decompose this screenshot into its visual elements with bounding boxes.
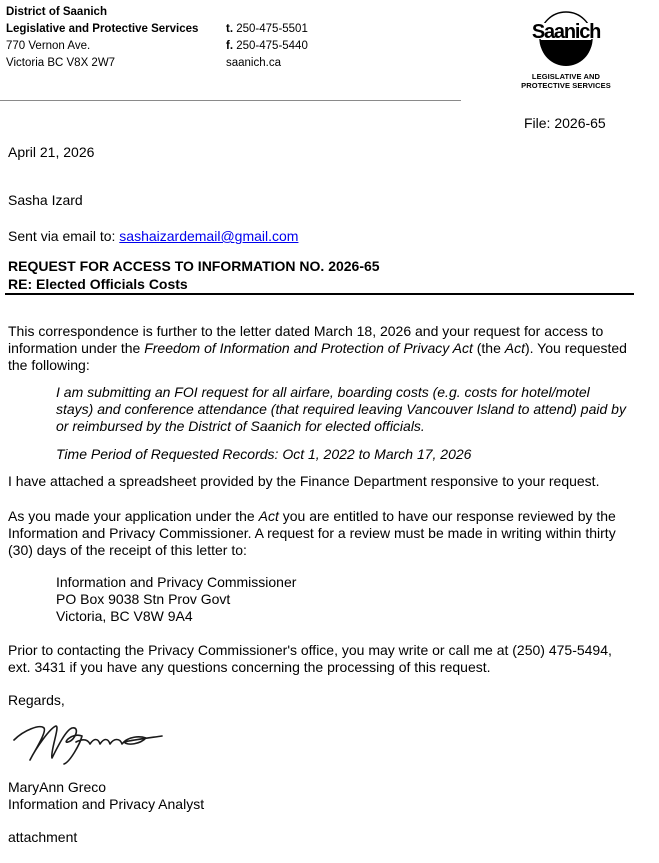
salutation: Regards,: [8, 692, 65, 708]
fax-number: 250-475-5440: [236, 40, 308, 52]
letterhead-contact-block: [226, 21, 308, 72]
phone-number: 250-475-5501: [236, 23, 308, 35]
letterhead-address-block: [6, 4, 198, 72]
saanich-logo-icon: [516, 10, 616, 70]
address-line-2: Victoria BC V8X 2W7: [6, 57, 116, 69]
website: saanich.ca: [226, 57, 281, 69]
address-line-1: 770 Vernon Ave.: [6, 40, 91, 52]
department-name: Legislative and Protective Services: [6, 23, 199, 35]
org-name: District of Saanich: [6, 6, 107, 18]
paragraph-intro: This correspondence is further to the letter dated March 18, 2026 and your request for access to information under the Freedom of Information and Protection of Privacy Act (the Act). You requested the following:: [8, 323, 627, 373]
letter-date: April 21, 2026: [8, 144, 95, 160]
act-title: Freedom of Information and Protection of Privacy Act: [144, 340, 473, 356]
request-time-period: Time Period of Requested Records: Oct 1, 2022 to March 17, 2026: [56, 446, 472, 462]
sent-via-label: Sent via email to:: [8, 228, 120, 244]
subject-line-1: REQUEST FOR ACCESS TO INFORMATION NO. 2026-65: [8, 258, 380, 274]
subject-line-2: RE: Elected Officials Costs: [8, 276, 188, 292]
svg-text:Saanich: Saanich: [531, 21, 601, 43]
phone-label: t.: [226, 23, 234, 35]
paragraph-review-rights: As you made your application under the Act you are entitled to have our response reviewed by the Information and Privacy Commissioner. A request for a review must be made in writing within thirty (30) days of the receipt of this letter to:: [8, 508, 616, 558]
saanich-logo: [516, 10, 616, 95]
commissioner-address: Information and Privacy Commissioner PO Box 9038 Stn Prov Govt Victoria, BC V8W 9A4: [56, 574, 297, 624]
paragraph-attachment: I have attached a spreadsheet provided by the Finance Department responsive to your request.: [8, 473, 600, 489]
signer-block: [8, 779, 638, 813]
signer-name: MaryAnn Greco: [8, 779, 107, 795]
signature-icon: [10, 718, 170, 768]
recipient-name: Sasha Izard: [8, 192, 83, 208]
sent-via-line: [8, 228, 638, 245]
subject-divider: [5, 293, 634, 295]
logo-caption: LEGISLATIVE AND PROTECTIVE SERVICES: [521, 72, 611, 90]
letterhead-divider: [0, 100, 461, 101]
signer-title: Information and Privacy Analyst: [8, 796, 205, 812]
subject-block: [8, 257, 380, 293]
enclosure-note: attachment: [8, 829, 78, 845]
paragraph-contact: Prior to contacting the Privacy Commissioner's office, you may write or call me at (250) 475-5494, ext. 3431 if you have any questions concerning the processing of this request.: [8, 642, 612, 675]
recipient-email-link[interactable]: sashaizardemail@gmail.com: [119, 228, 299, 244]
file-reference: File: 2026-65: [524, 115, 606, 131]
fax-label: f.: [226, 40, 234, 52]
request-quote: I am submitting an FOI request for all airfare, boarding costs (e.g. costs for hotel/motel stays) and conference attendance (that required leaving Vancouver Island to attend) paid by or reimbursed by the District of Saanich for elected officials.: [56, 384, 626, 434]
